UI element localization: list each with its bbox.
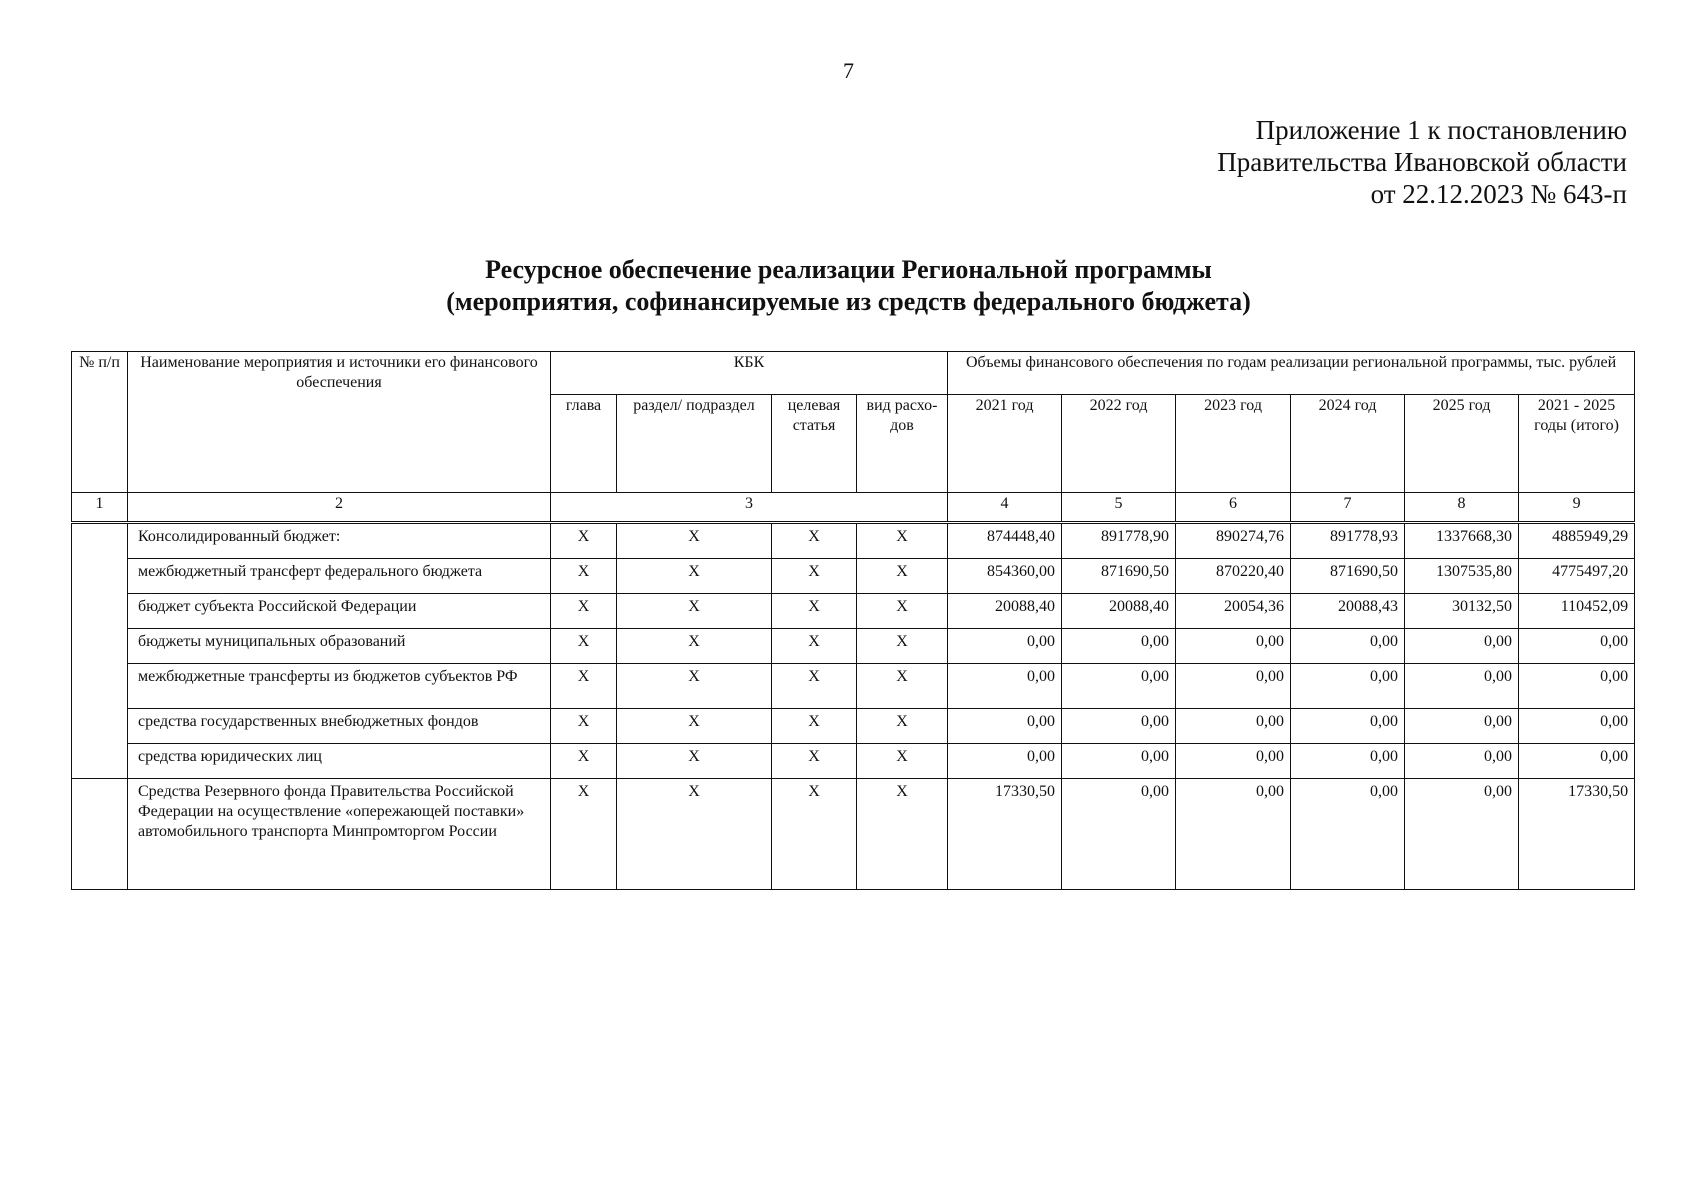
row-number-cell xyxy=(72,523,128,779)
value-cell: 0,00 xyxy=(1291,744,1405,779)
column-number: 1 xyxy=(72,493,128,523)
kbk-cell: Х xyxy=(772,629,857,664)
appendix-reference xyxy=(1217,114,1627,210)
header-kbk: КБК xyxy=(551,352,948,395)
row-name: межбюджетный трансферт федерального бюджета xyxy=(128,559,551,594)
value-cell: 0,00 xyxy=(1176,629,1291,664)
kbk-cell: Х xyxy=(857,779,948,890)
table-row xyxy=(72,664,1635,709)
table-row xyxy=(72,744,1635,779)
value-cell: 0,00 xyxy=(1291,779,1405,890)
kbk-cell: Х xyxy=(551,664,617,709)
value-cell: 0,00 xyxy=(1176,779,1291,890)
kbk-cell: Х xyxy=(857,523,948,559)
value-cell: 854360,00 xyxy=(948,559,1062,594)
kbk-cell: Х xyxy=(772,523,857,559)
kbk-cell: Х xyxy=(551,594,617,629)
kbk-cell: Х xyxy=(617,744,772,779)
value-cell: 0,00 xyxy=(1291,709,1405,744)
header-total: 2021 - 2025 годы (итого) xyxy=(1519,395,1635,493)
header-num: № п/п xyxy=(72,352,128,493)
header-2024: 2024 год xyxy=(1291,395,1405,493)
value-cell: 0,00 xyxy=(1519,629,1635,664)
header-2022: 2022 год xyxy=(1062,395,1176,493)
title-line-2: (мероприятия, софинансируемые из средств федерального бюджета) xyxy=(446,287,1251,316)
value-cell: 0,00 xyxy=(1176,744,1291,779)
value-cell: 0,00 xyxy=(1519,709,1635,744)
kbk-cell: Х xyxy=(617,664,772,709)
row-name: межбюджетные трансферты из бюджетов субъектов РФ xyxy=(128,664,551,709)
value-cell: 20054,36 xyxy=(1176,594,1291,629)
kbk-cell: Х xyxy=(617,709,772,744)
kbk-cell: Х xyxy=(857,559,948,594)
value-cell: 0,00 xyxy=(1062,744,1176,779)
table-row xyxy=(72,709,1635,744)
row-name: бюджеты муниципальных образований xyxy=(128,629,551,664)
title-line-1: Ресурсное обеспечение реализации Региональной программы xyxy=(485,255,1212,284)
header-2021: 2021 год xyxy=(948,395,1062,493)
header-vid: вид расхо-дов xyxy=(857,395,948,493)
value-cell: 0,00 xyxy=(1291,629,1405,664)
row-name: средства юридических лиц xyxy=(128,744,551,779)
value-cell: 0,00 xyxy=(1405,709,1519,744)
value-cell: 0,00 xyxy=(1062,664,1176,709)
kbk-cell: Х xyxy=(772,594,857,629)
table-row xyxy=(72,594,1635,629)
value-cell: 0,00 xyxy=(1062,629,1176,664)
row-name: средства государственных внебюджетных фондов xyxy=(128,709,551,744)
value-cell: 0,00 xyxy=(1176,709,1291,744)
value-cell: 891778,90 xyxy=(1062,523,1176,559)
value-cell: 871690,50 xyxy=(1062,559,1176,594)
table-row xyxy=(72,629,1635,664)
value-cell: 1307535,80 xyxy=(1405,559,1519,594)
kbk-cell: Х xyxy=(857,664,948,709)
value-cell: 0,00 xyxy=(948,629,1062,664)
kbk-cell: Х xyxy=(857,629,948,664)
value-cell: 17330,50 xyxy=(1519,779,1635,890)
column-number: 3 xyxy=(551,493,948,523)
page-number: 7 xyxy=(843,58,854,83)
kbk-cell: Х xyxy=(772,664,857,709)
column-number: 8 xyxy=(1405,493,1519,523)
header-razdel: раздел/ подраздел xyxy=(617,395,772,493)
value-cell: 890274,76 xyxy=(1176,523,1291,559)
value-cell: 0,00 xyxy=(1405,744,1519,779)
kbk-cell: Х xyxy=(551,744,617,779)
value-cell: 20088,43 xyxy=(1291,594,1405,629)
kbk-cell: Х xyxy=(772,779,857,890)
value-cell: 4885949,29 xyxy=(1519,523,1635,559)
value-cell: 874448,40 xyxy=(948,523,1062,559)
value-cell: 1337668,30 xyxy=(1405,523,1519,559)
kbk-cell: Х xyxy=(551,779,617,890)
row-name: Консолидированный бюджет: xyxy=(128,523,551,559)
kbk-cell: Х xyxy=(772,559,857,594)
row-name: бюджет субъекта Российской Федерации xyxy=(128,594,551,629)
value-cell: 0,00 xyxy=(1062,709,1176,744)
header-2023: 2023 год xyxy=(1176,395,1291,493)
table-row xyxy=(72,779,1635,890)
value-cell: 870220,40 xyxy=(1176,559,1291,594)
column-number: 2 xyxy=(128,493,551,523)
kbk-cell: Х xyxy=(617,629,772,664)
value-cell: 0,00 xyxy=(1291,664,1405,709)
table-row xyxy=(72,523,1635,559)
kbk-cell: Х xyxy=(551,559,617,594)
value-cell: 20088,40 xyxy=(1062,594,1176,629)
kbk-cell: Х xyxy=(772,709,857,744)
kbk-cell: Х xyxy=(617,594,772,629)
header-volumes: Объемы финансового обеспечения по годам реализации региональной программы, тыс. рублей xyxy=(948,352,1635,395)
value-cell: 0,00 xyxy=(1519,664,1635,709)
value-cell: 0,00 xyxy=(948,709,1062,744)
table-row xyxy=(72,559,1635,594)
kbk-cell: Х xyxy=(551,629,617,664)
value-cell: 20088,40 xyxy=(948,594,1062,629)
column-number: 5 xyxy=(1062,493,1176,523)
value-cell: 0,00 xyxy=(948,744,1062,779)
value-cell: 30132,50 xyxy=(1405,594,1519,629)
value-cell: 891778,93 xyxy=(1291,523,1405,559)
header-celevaya: целевая статья xyxy=(772,395,857,493)
document-title xyxy=(0,254,1697,318)
header-name: Наименование мероприятия и источники его финансового обеспечения xyxy=(128,352,551,493)
row-name: Средства Резервного фонда Правительства Российской Федерации на осуществление «опережающей поставки» автомобильного транспорта Минпромторгом России xyxy=(128,779,551,890)
column-number: 7 xyxy=(1291,493,1405,523)
kbk-cell: Х xyxy=(551,709,617,744)
header-glava: глава xyxy=(551,395,617,493)
column-number-row xyxy=(72,493,1635,523)
kbk-cell: Х xyxy=(617,523,772,559)
value-cell: 871690,50 xyxy=(1291,559,1405,594)
value-cell: 0,00 xyxy=(1519,744,1635,779)
kbk-cell: Х xyxy=(857,744,948,779)
column-number: 4 xyxy=(948,493,1062,523)
value-cell: 0,00 xyxy=(1405,629,1519,664)
row-number-cell xyxy=(72,779,128,890)
value-cell: 0,00 xyxy=(1405,779,1519,890)
kbk-cell: Х xyxy=(617,559,772,594)
value-cell: 0,00 xyxy=(1405,664,1519,709)
appendix-line-3: от 22.12.2023 № 643-п xyxy=(1370,179,1627,209)
kbk-cell: Х xyxy=(617,779,772,890)
value-cell: 110452,09 xyxy=(1519,594,1635,629)
header-2025: 2025 год xyxy=(1405,395,1519,493)
value-cell: 0,00 xyxy=(1176,664,1291,709)
value-cell: 0,00 xyxy=(948,664,1062,709)
kbk-cell: Х xyxy=(551,523,617,559)
value-cell: 0,00 xyxy=(1062,779,1176,890)
appendix-line-2: Правительства Ивановской области xyxy=(1217,147,1627,177)
appendix-line-1: Приложение 1 к постановлению xyxy=(1255,115,1627,145)
column-number: 9 xyxy=(1519,493,1635,523)
kbk-cell: Х xyxy=(857,709,948,744)
column-number: 6 xyxy=(1176,493,1291,523)
kbk-cell: Х xyxy=(772,744,857,779)
budget-table xyxy=(71,351,1635,890)
kbk-cell: Х xyxy=(857,594,948,629)
value-cell: 17330,50 xyxy=(948,779,1062,890)
value-cell: 4775497,20 xyxy=(1519,559,1635,594)
header-row-1 xyxy=(72,352,1635,395)
